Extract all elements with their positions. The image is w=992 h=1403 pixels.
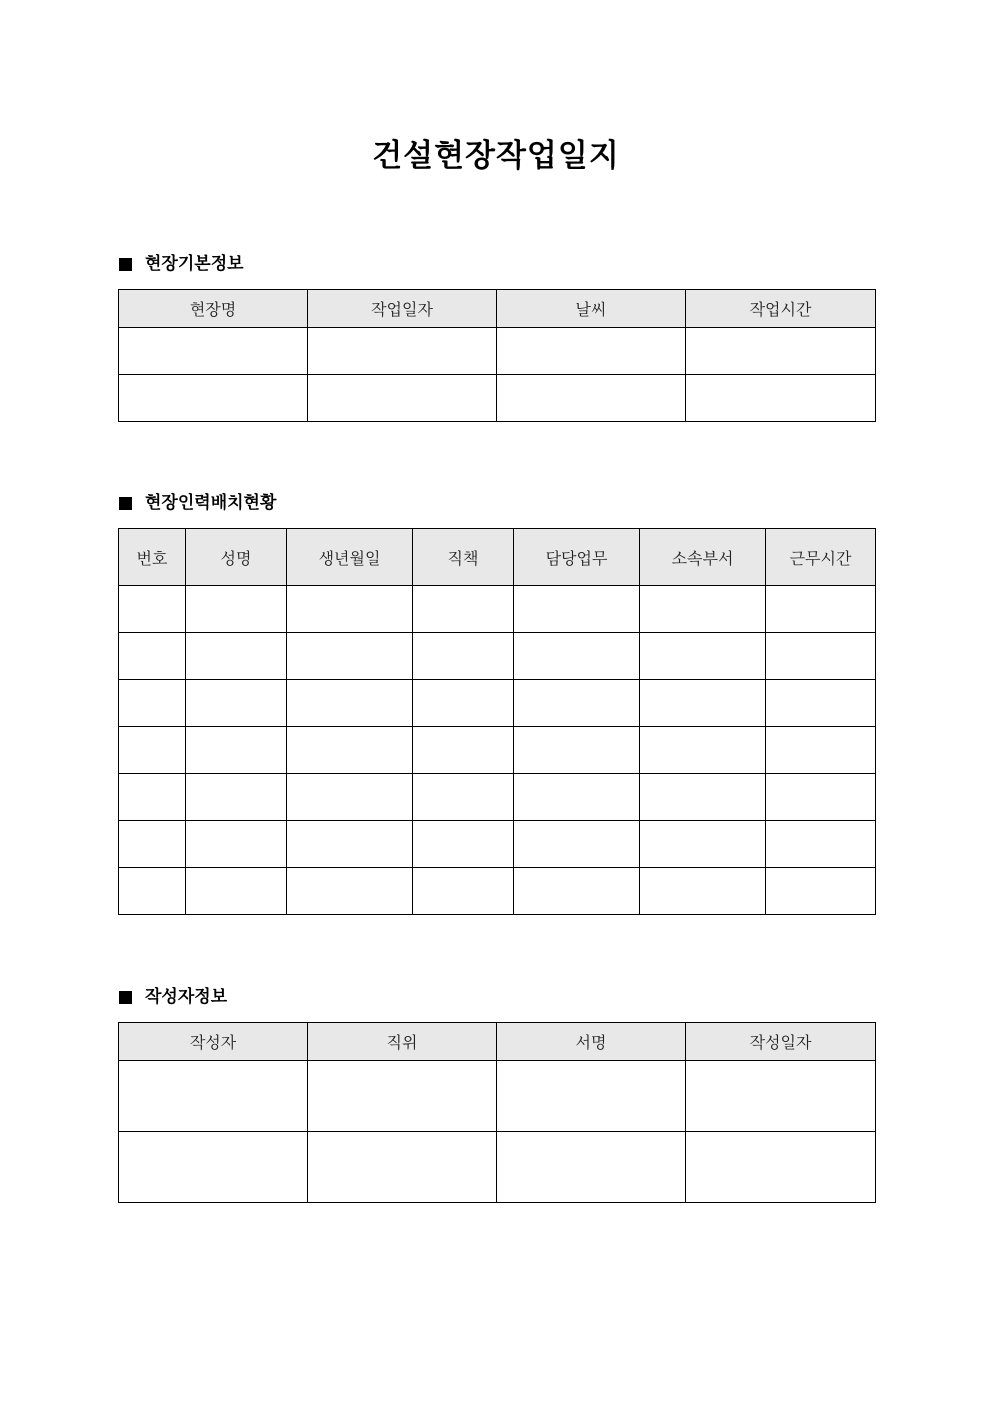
column-header-rank: 직위 <box>308 1023 497 1061</box>
author-info-heading-label: 작성자정보 <box>145 987 228 1007</box>
table-cell[interactable] <box>119 375 308 422</box>
table-cell[interactable] <box>308 375 497 422</box>
table-cell[interactable] <box>514 821 640 868</box>
author-info-heading <box>119 985 227 1009</box>
table-cell[interactable] <box>514 633 640 680</box>
table-cell[interactable] <box>497 1132 686 1203</box>
site-info-heading-label: 현장기본정보 <box>145 254 244 274</box>
table-cell[interactable] <box>686 375 876 422</box>
table-row <box>119 821 876 868</box>
table-cell[interactable] <box>766 586 876 633</box>
column-header-signature: 서명 <box>497 1023 686 1061</box>
table-cell[interactable] <box>497 328 686 375</box>
table-cell[interactable] <box>119 633 186 680</box>
document-title: 건설현장작업일지 <box>372 138 620 174</box>
table-cell[interactable] <box>186 821 287 868</box>
column-header-written-date: 작성일자 <box>686 1023 876 1061</box>
table-cell[interactable] <box>186 868 287 915</box>
table-cell[interactable] <box>119 680 186 727</box>
table-cell[interactable] <box>413 821 514 868</box>
table-cell[interactable] <box>287 868 413 915</box>
table-row <box>119 868 876 915</box>
table-cell[interactable] <box>640 774 766 821</box>
table-cell[interactable] <box>413 868 514 915</box>
column-header-site-name: 현장명 <box>119 290 308 328</box>
table-header-row <box>119 1023 876 1061</box>
column-header-duty: 담당업무 <box>514 529 640 586</box>
table-cell[interactable] <box>287 821 413 868</box>
column-header-department: 소속부서 <box>640 529 766 586</box>
table-row <box>119 1132 876 1203</box>
table-cell[interactable] <box>413 727 514 774</box>
table-cell[interactable] <box>287 680 413 727</box>
table-cell[interactable] <box>497 375 686 422</box>
table-row <box>119 375 876 422</box>
table-cell[interactable] <box>119 727 186 774</box>
column-header-weather: 날씨 <box>497 290 686 328</box>
column-header-author: 작성자 <box>119 1023 308 1061</box>
table-cell[interactable] <box>119 868 186 915</box>
table-cell[interactable] <box>766 680 876 727</box>
column-header-position: 직책 <box>413 529 514 586</box>
table-cell[interactable] <box>413 774 514 821</box>
table-cell[interactable] <box>514 586 640 633</box>
table-cell[interactable] <box>308 1132 497 1203</box>
table-cell[interactable] <box>186 680 287 727</box>
staffing-heading-label: 현장인력배치현황 <box>145 493 277 513</box>
column-header-work-date: 작업일자 <box>308 290 497 328</box>
table-cell[interactable] <box>119 1132 308 1203</box>
table-cell[interactable] <box>686 1061 876 1132</box>
table-cell[interactable] <box>413 586 514 633</box>
table-cell[interactable] <box>766 633 876 680</box>
table-cell[interactable] <box>413 633 514 680</box>
table-cell[interactable] <box>119 774 186 821</box>
table-cell[interactable] <box>287 727 413 774</box>
table-row <box>119 1061 876 1132</box>
table-cell[interactable] <box>186 586 287 633</box>
table-cell[interactable] <box>766 727 876 774</box>
table-cell[interactable] <box>308 328 497 375</box>
column-header-number: 번호 <box>119 529 186 586</box>
author-info-table <box>118 1022 876 1203</box>
table-cell[interactable] <box>640 727 766 774</box>
table-cell[interactable] <box>119 586 186 633</box>
table-cell[interactable] <box>186 633 287 680</box>
table-cell[interactable] <box>640 821 766 868</box>
table-header-row <box>119 290 876 328</box>
staffing-heading <box>119 491 276 515</box>
table-row <box>119 633 876 680</box>
site-info-heading <box>119 252 244 276</box>
table-cell[interactable] <box>514 680 640 727</box>
table-cell[interactable] <box>413 680 514 727</box>
column-header-work-hours: 작업시간 <box>686 290 876 328</box>
table-cell[interactable] <box>640 680 766 727</box>
table-row <box>119 774 876 821</box>
table-cell[interactable] <box>766 868 876 915</box>
table-row <box>119 328 876 375</box>
table-cell[interactable] <box>514 868 640 915</box>
table-cell[interactable] <box>119 1061 308 1132</box>
table-cell[interactable] <box>186 774 287 821</box>
table-cell[interactable] <box>514 727 640 774</box>
column-header-name: 성명 <box>186 529 287 586</box>
table-cell[interactable] <box>186 727 287 774</box>
square-bullet-icon <box>119 991 132 1004</box>
table-cell[interactable] <box>640 868 766 915</box>
table-cell[interactable] <box>308 1061 497 1132</box>
site-info-table <box>118 289 876 422</box>
table-row <box>119 727 876 774</box>
square-bullet-icon <box>119 258 132 271</box>
table-cell[interactable] <box>497 1061 686 1132</box>
table-cell[interactable] <box>766 821 876 868</box>
table-cell[interactable] <box>686 1132 876 1203</box>
staffing-table <box>118 528 876 915</box>
table-row <box>119 586 876 633</box>
table-cell[interactable] <box>640 633 766 680</box>
table-cell[interactable] <box>640 586 766 633</box>
table-cell[interactable] <box>287 774 413 821</box>
column-header-birthdate: 생년월일 <box>287 529 413 586</box>
table-cell[interactable] <box>119 821 186 868</box>
table-cell[interactable] <box>287 586 413 633</box>
table-cell[interactable] <box>766 774 876 821</box>
table-cell[interactable] <box>119 328 308 375</box>
table-header-row <box>119 529 876 586</box>
table-cell[interactable] <box>514 774 640 821</box>
table-cell[interactable] <box>287 633 413 680</box>
column-header-work-hours: 근무시간 <box>766 529 876 586</box>
table-row <box>119 680 876 727</box>
square-bullet-icon <box>119 497 132 510</box>
table-cell[interactable] <box>686 328 876 375</box>
